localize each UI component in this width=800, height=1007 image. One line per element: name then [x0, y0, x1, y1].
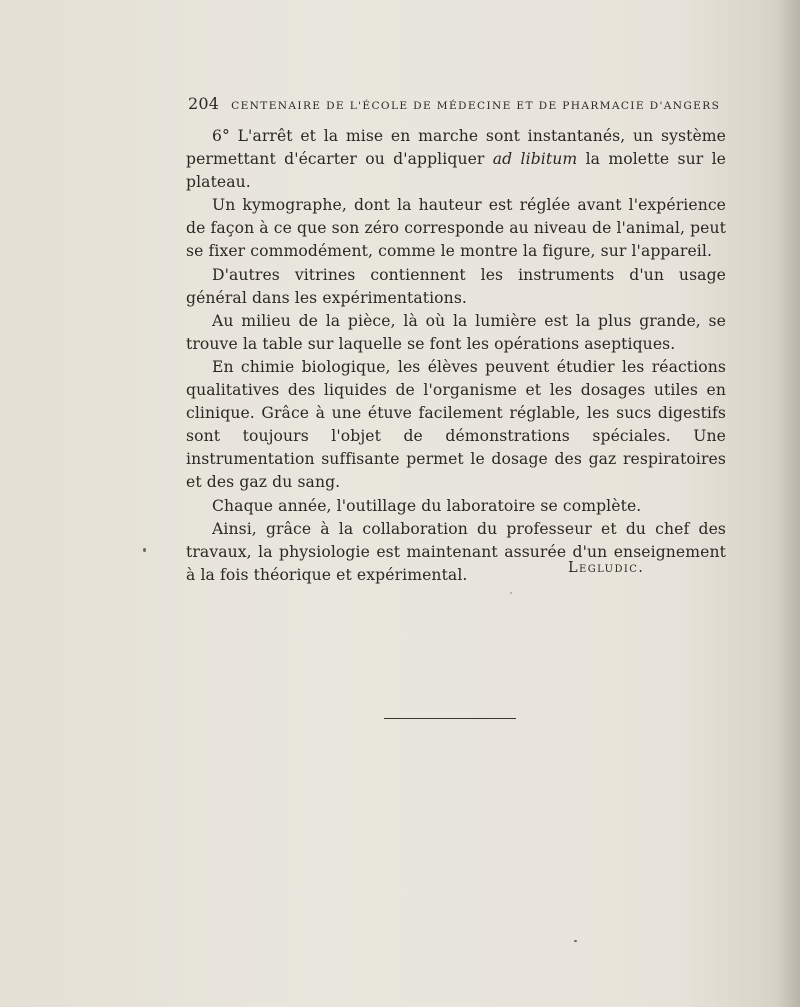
paragraph — [186, 125, 726, 194]
body-text — [186, 125, 726, 587]
page-edge-shadow — [778, 0, 800, 1007]
ink-speck — [510, 592, 512, 594]
paragraph: Au milieu de la pièce, là où la lumière est la plus grande, se trouve la table sur laquelle se font les opérations aseptiques. — [186, 311, 726, 353]
end-rule — [384, 718, 516, 719]
ink-speck — [143, 548, 146, 552]
paragraph: En chimie biologique, les élèves peuvent étudier les réactions qualitatives des liquides de l'organisme et les dosages utiles en clinique. Grâce à une étuve facilement réglable, les sucs digestifs sont toujours l'objet de démonstrations spéciales. Une instrumentation suffisante permet le dosage des gaz respiratoires et des gaz du sang. — [186, 357, 726, 492]
running-header — [188, 94, 721, 116]
paragraph: Chaque année, l'outillage du laboratoire se complète. — [212, 496, 642, 515]
running-title: CENTENAIRE DE L'ÉCOLE DE MÉDECINE ET DE PHARMACIE D'ANGERS — [231, 100, 721, 112]
ink-speck — [574, 940, 577, 942]
paragraph: Ainsi, grâce à la collaboration du professeur et du chef des travaux, la physiologie est maintenant assurée d'un enseignement à la fois théorique et expérimental. — [186, 519, 726, 584]
paragraph-tail: la molette sur le plateau. — [186, 150, 726, 192]
paragraph: D'autres vitrines contiennent les instruments d'un usage général dans les expérimentations. — [186, 265, 726, 307]
italic-phrase: ad libitum — [492, 150, 578, 169]
author-signature: Legludic. — [568, 560, 645, 576]
paragraph: Un kymographe, dont la hauteur est réglée avant l'expérience de façon à ce que son zéro corresponde au niveau de l'animal, peut se fixer commodément, comme le montre la figure, sur l'appareil. — [186, 196, 726, 261]
paragraph-lead: 6° L'arrêt et la mise en marche sont instantanés, un système permettant d'écarter ou d'appliquer — [186, 127, 726, 169]
page-number: 204 — [188, 94, 220, 113]
